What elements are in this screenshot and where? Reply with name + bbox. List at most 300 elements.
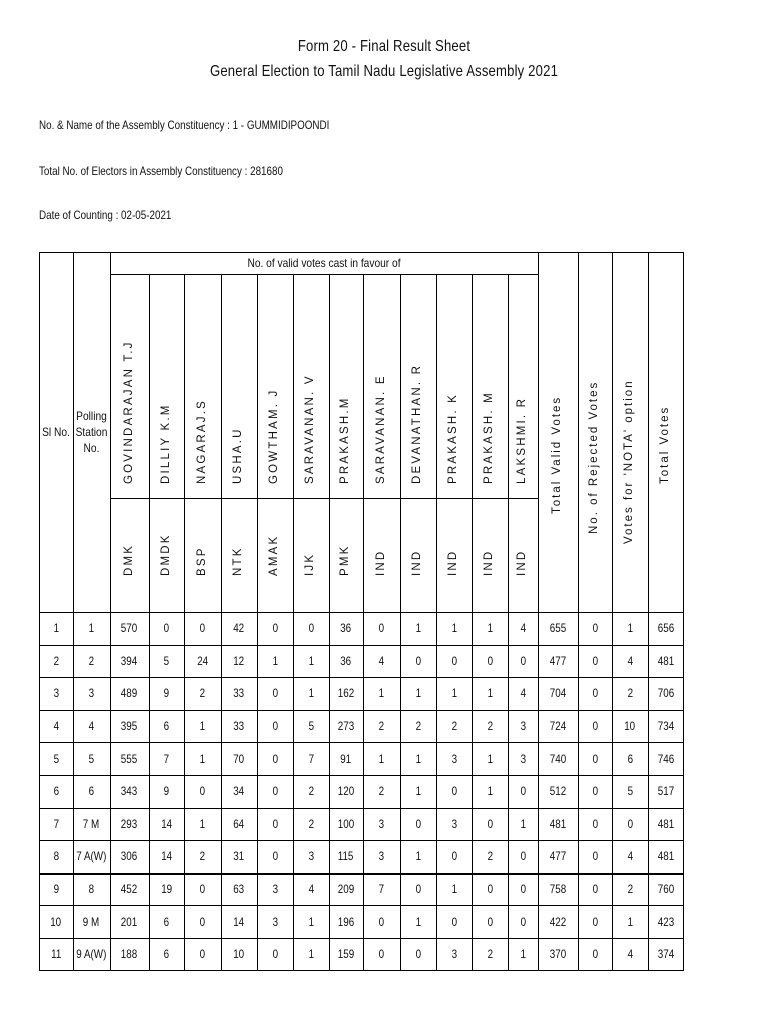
cell-value: 2 [487,849,493,864]
table-cell [110,905,149,938]
cell-value: 2 [199,849,206,864]
table-cell [612,938,648,971]
candidate-name: SARAVANAN. E [374,374,387,484]
cell-value: 1 [415,914,421,929]
cell-value: 115 [338,849,354,864]
cell-value: 3 [520,751,526,766]
table-cell [221,808,257,841]
table-cell [39,612,73,645]
table-cell [363,612,400,645]
candidate-name: PRAKASH.M [339,396,351,484]
table-cell [612,808,648,841]
cell-value: 746 [657,751,675,766]
cell-value: 706 [657,686,675,701]
candidate-party: IND [447,549,459,576]
table-cell [400,742,436,775]
cell-value: 31 [233,849,245,864]
cell-value: 4 [520,686,526,701]
table-cell [149,742,184,775]
table-cell [508,938,538,971]
cell-value: 1 [199,751,206,766]
cell-value: 2 [308,816,314,831]
table-cell [436,775,472,808]
cell-value: 2 [487,947,493,962]
cell-value: 0 [592,947,598,962]
candidate-name: DILLIY K.M [159,403,172,484]
table-cell [257,710,293,743]
cell-value: 0 [199,882,206,897]
cell-value: 0 [592,653,598,668]
table-cell [436,938,472,971]
cell-value: 1 [487,686,493,701]
table-cell [400,645,436,678]
cell-value: 201 [121,914,138,929]
cell-value: 24 [197,653,208,668]
table-cell [472,645,508,678]
table-cell [329,710,363,743]
table-cell [257,742,293,775]
cell-value: 0 [378,621,385,636]
cell-value: 9 M [83,914,100,929]
table-cell [472,873,508,906]
table-cell [184,775,221,808]
table-cell [472,710,508,743]
electors-info: Total No. of Electors in Assembly Constituency : 281680 [39,164,283,178]
table-cell [472,938,508,971]
cell-value: 7 M [83,816,100,831]
cell-value: 0 [592,686,598,701]
table-cell [184,612,221,645]
table-cell [221,612,257,645]
cell-value: 1 [308,686,314,701]
cell-value: 9 [163,784,170,799]
cell-value: 10 [624,719,636,734]
candidate-party: IND [374,549,387,576]
table-cell [400,612,436,645]
cell-value: 2 [487,719,493,734]
cell-value: 34 [233,784,245,799]
table-cell [538,873,578,906]
cell-value: 1 [53,621,59,636]
cell-value: 4 [627,849,633,864]
cell-value: 343 [121,784,138,799]
cell-value: 0 [272,947,278,962]
table-cell [436,873,472,906]
cell-value: 704 [549,686,567,701]
table-cell [612,840,648,873]
cell-value: 36 [340,653,352,668]
cell-value: 7 [163,751,170,766]
table-cell [508,775,538,808]
cell-value: 758 [549,882,567,897]
table-cell [293,938,329,971]
cell-value: 6 [163,914,170,929]
table-cell [578,742,612,775]
cell-value: 5 [88,751,95,766]
cell-value: 489 [121,686,138,701]
candidate-name: PRAKASH. M [483,391,495,484]
table-cell [508,873,538,906]
table-cell [400,905,436,938]
table-cell [329,742,363,775]
cell-value: 0 [199,621,206,636]
table-cell [648,840,684,873]
table-cell [400,710,436,743]
cell-value: 724 [549,719,567,734]
table-cell [436,808,472,841]
cell-value: 5 [163,653,170,668]
cell-value: 655 [549,621,567,636]
table-cell [257,677,293,710]
cell-value: 481 [657,653,675,668]
table-cell [508,645,538,678]
cell-value: 0 [451,653,457,668]
cell-value: 159 [337,947,355,962]
cell-value: 162 [337,686,355,701]
table-cell [436,710,472,743]
table-cell [184,873,221,906]
candidate-party: DMK [122,543,135,576]
cell-value: 0 [592,751,598,766]
cell-value: 0 [592,816,598,831]
cell-value: 422 [549,914,567,929]
cell-value: 1 [487,621,493,636]
table-cell [363,677,400,710]
table-cell [578,775,612,808]
table-cell [257,645,293,678]
table-cell [184,938,221,971]
cell-value: 0 [415,882,421,897]
form-title: Form 20 - Final Result Sheet [297,38,471,55]
cell-value: 2 [627,686,633,701]
table-cell [221,905,257,938]
group-header-divider [110,274,538,275]
table-cell [110,612,149,645]
table-cell [329,775,363,808]
table-cell [363,873,400,906]
cell-value: 6 [163,719,170,734]
table-cell [612,775,648,808]
table-cell [149,612,184,645]
cell-value: 1 [627,914,633,929]
table-cell [578,808,612,841]
cell-value: 14 [233,914,245,929]
table-cell [538,840,578,873]
cell-value: 0 [520,914,526,929]
table-cell [612,677,648,710]
table-cell [578,645,612,678]
table-cell [538,808,578,841]
cell-value: 740 [549,751,567,766]
table-cell [400,938,436,971]
cell-value: 12 [233,653,245,668]
candidate-party: PMK [339,544,351,576]
cell-value: 1 [415,751,421,766]
candidate-party: IND [516,549,528,576]
cell-value: 734 [657,719,675,734]
candidate-name: DEVANATHAN. R [411,363,423,484]
table-cell [329,938,363,971]
table-cell [149,808,184,841]
table-cell [73,905,110,938]
candidate-party: IND [483,549,495,576]
cell-value: 0 [487,914,493,929]
cell-value: 5 [53,751,59,766]
cell-value: 1 [308,914,314,929]
cell-value: 3 [451,751,457,766]
table-cell [329,677,363,710]
cell-value: 1 [451,882,457,897]
table-cell [578,905,612,938]
cell-value: 2 [88,653,95,668]
cell-value: 1 [451,621,457,636]
table-cell [508,677,538,710]
cell-value: 3 [520,719,526,734]
table-cell [612,645,648,678]
cell-value: 4 [627,653,633,668]
table-cell [221,645,257,678]
cell-value: 10 [50,914,62,929]
cell-value: 6 [88,784,95,799]
table-cell [436,742,472,775]
cell-value: 0 [378,914,385,929]
cell-value: 1 [88,621,95,636]
cell-value: 1 [378,686,385,701]
table-cell [472,808,508,841]
table-cell [184,742,221,775]
cell-value: 395 [121,719,138,734]
table-cell [149,840,184,873]
table-cell [329,612,363,645]
table-cell [648,808,684,841]
table-cell [39,905,73,938]
table-cell [257,905,293,938]
table-cell [648,873,684,906]
table-cell [538,677,578,710]
table-cell [578,612,612,645]
table-cell [436,677,472,710]
cell-value: 0 [272,849,278,864]
table-cell [221,677,257,710]
cell-value: 120 [337,784,355,799]
cell-value: 0 [199,947,206,962]
cell-value: 1 [308,653,314,668]
cell-value: 1 [415,686,421,701]
cell-value: 481 [657,849,675,864]
table-cell [508,808,538,841]
table-cell [221,873,257,906]
cell-value: 2 [415,719,421,734]
cell-value: 4 [53,719,59,734]
cell-value: 394 [121,653,138,668]
table-cell [39,873,73,906]
header-valid-votes-group: No. of valid votes cast in favour of [247,256,401,270]
cell-value: 3 [88,686,95,701]
cell-value: 0 [272,816,278,831]
table-cell [110,808,149,841]
table-cell [400,808,436,841]
table-cell [221,840,257,873]
table-cell [508,612,538,645]
cell-value: 1 [415,849,421,864]
table-cell [149,775,184,808]
table-cell [436,840,472,873]
table-cell [39,677,73,710]
table-cell [538,612,578,645]
cell-value: 1 [520,947,526,962]
table-cell [149,645,184,678]
cell-value: 0 [487,816,493,831]
table-cell [578,710,612,743]
cell-value: 7 A(W) [76,849,107,864]
table-cell [648,645,684,678]
table-cell [363,938,400,971]
table-cell [508,905,538,938]
table-cell [110,873,149,906]
table-cell [39,938,73,971]
cell-value: 91 [340,751,352,766]
table-cell [257,873,293,906]
table-cell [612,873,648,906]
cell-value: 0 [451,784,457,799]
cell-value: 33 [233,719,245,734]
cell-value: 3 [378,816,385,831]
candidate-party: BSP [195,546,208,576]
cell-value: 0 [520,784,526,799]
cell-value: 42 [233,621,245,636]
table-cell [110,742,149,775]
table-cell [184,710,221,743]
table-cell [149,905,184,938]
cell-value: 0 [487,653,493,668]
cell-value: 2 [378,784,385,799]
table-cell [363,775,400,808]
cell-value: 0 [308,621,314,636]
candidate-name: LAKSHMI. R [516,396,528,484]
cell-value: 33 [233,686,245,701]
table-cell [400,775,436,808]
cell-value: 370 [549,947,567,962]
cell-value: 2 [451,719,457,734]
table-cell [363,808,400,841]
cell-value: 3 [378,849,385,864]
cell-value: 293 [121,816,138,831]
table-cell [472,775,508,808]
result-table [39,252,684,971]
table-cell [39,808,73,841]
table-cell [293,677,329,710]
table-cell [293,710,329,743]
cell-value: 0 [592,849,598,864]
cell-value: 0 [199,914,206,929]
table-cell [110,775,149,808]
cell-value: 481 [549,816,567,831]
candidate-name: PRAKASH. K [447,392,459,484]
table-cell [612,710,648,743]
cell-value: 0 [520,653,526,668]
table-cell [329,873,363,906]
table-cell [73,710,110,743]
table-cell [363,645,400,678]
table-cell [612,612,648,645]
table-cell [538,775,578,808]
table-cell [39,742,73,775]
cell-value: 4 [627,947,633,962]
table-cell [293,905,329,938]
table-cell [436,645,472,678]
table-cell [73,775,110,808]
header-polling-station [76,252,107,612]
candidate-party: IND [411,549,423,576]
cell-value: 1 [415,784,421,799]
cell-value: 19 [161,882,172,897]
table-cell [578,938,612,971]
cell-value: 4 [378,653,385,668]
table-cell [648,677,684,710]
table-cell [110,938,149,971]
table-cell [400,677,436,710]
cell-value: 9 [163,686,170,701]
table-cell [329,645,363,678]
cell-value: 273 [337,719,355,734]
table-cell [538,938,578,971]
cell-value: 4 [308,882,314,897]
table-cell [257,938,293,971]
cell-value: 3 [451,816,457,831]
table-cell [257,840,293,873]
header-total-votes: Total Votes [659,405,671,484]
table-cell [184,840,221,873]
cell-value: 209 [337,882,355,897]
candidate-name: SARAVANAN. V [304,374,316,484]
name-party-divider [110,498,538,499]
cell-value: 306 [121,849,138,864]
table-cell [472,612,508,645]
table-cell [221,710,257,743]
cell-value: 8 [53,849,59,864]
table-cell [363,710,400,743]
table-cell [73,873,110,906]
table-cell [184,808,221,841]
table-cell [257,808,293,841]
table-cell [472,905,508,938]
cell-value: 4 [88,719,95,734]
table-cell [648,612,684,645]
cell-value: 2 [378,719,385,734]
table-cell [257,775,293,808]
table-cell [39,775,73,808]
cell-value: 1 [378,751,385,766]
cell-value: 1 [627,621,633,636]
table-cell [221,742,257,775]
constituency-info: No. & Name of the Assembly Constituency : 1 - GUMMIDIPOONDI [39,118,330,132]
table-cell [293,645,329,678]
cell-value: 481 [657,816,675,831]
header-rejected-votes: No. of Rejected Votes [588,380,600,534]
cell-value: 0 [592,882,598,897]
table-cell [538,905,578,938]
cell-value: 656 [657,621,675,636]
candidate-party: AMAK [268,534,280,576]
cell-value: 2 [199,686,206,701]
cell-value: 188 [121,947,138,962]
cell-value: 36 [340,621,352,636]
table-cell [329,840,363,873]
cell-value: 760 [657,882,675,897]
table-cell [39,840,73,873]
cell-value: 14 [161,849,172,864]
cell-value: 3 [53,686,59,701]
